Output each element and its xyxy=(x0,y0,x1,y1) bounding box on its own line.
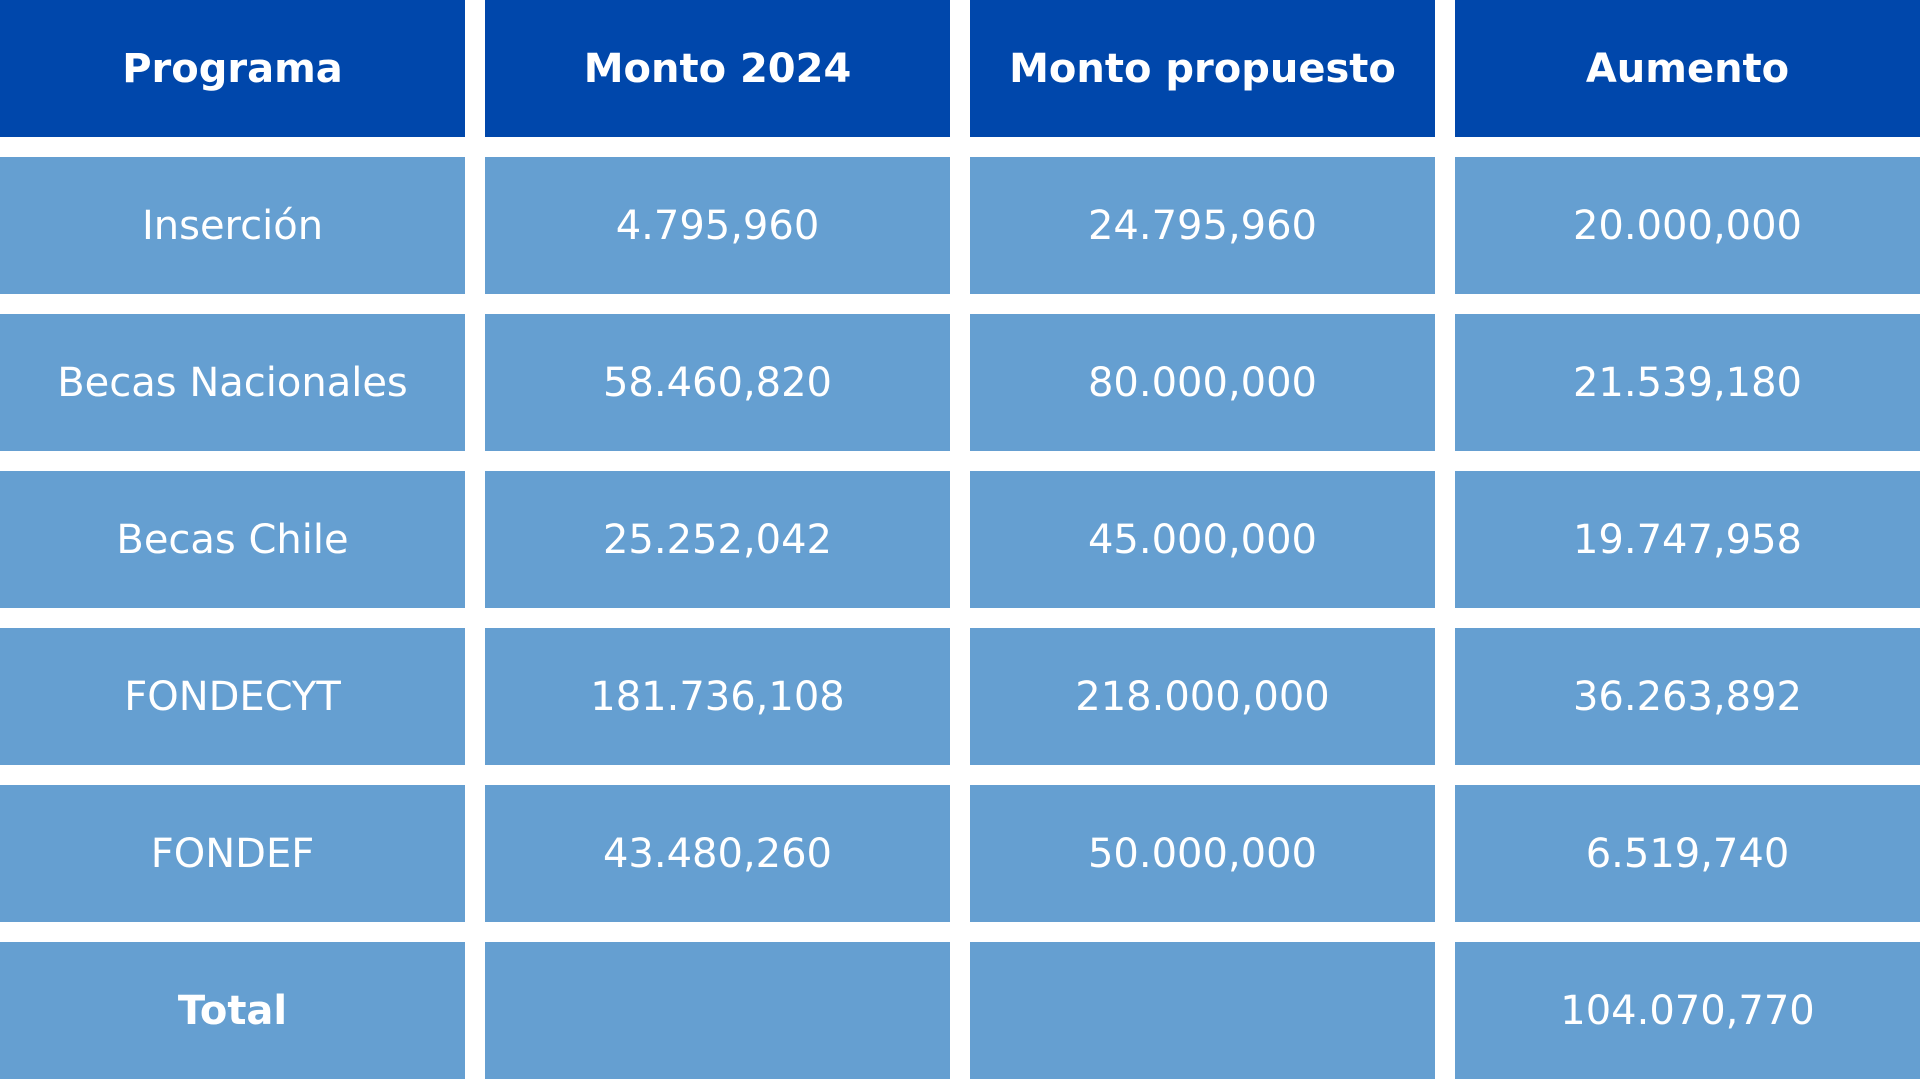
total-value-cell: 104.070,770 xyxy=(1455,942,1920,1079)
amount-cell: 21.539,180 xyxy=(1455,314,1920,451)
column-header: Programa xyxy=(0,0,465,137)
program-name-cell: Becas Nacionales xyxy=(0,314,465,451)
total-value-cell xyxy=(485,942,950,1079)
amount-cell: 50.000,000 xyxy=(970,785,1435,922)
program-name-cell: Inserción xyxy=(0,157,465,294)
amount-cell: 45.000,000 xyxy=(970,471,1435,608)
total-label: Total xyxy=(0,942,465,1079)
amount-cell: 25.252,042 xyxy=(485,471,950,608)
program-name-cell: FONDEF xyxy=(0,785,465,922)
amount-cell: 6.519,740 xyxy=(1455,785,1920,922)
amount-cell: 58.460,820 xyxy=(485,314,950,451)
column-header: Monto 2024 xyxy=(485,0,950,137)
amount-cell: 4.795,960 xyxy=(485,157,950,294)
amount-cell: 80.000,000 xyxy=(970,314,1435,451)
amount-cell: 19.747,958 xyxy=(1455,471,1920,608)
column-header: Monto propuesto xyxy=(970,0,1435,137)
program-name-cell: FONDECYT xyxy=(0,628,465,765)
amount-cell: 43.480,260 xyxy=(485,785,950,922)
amount-cell: 36.263,892 xyxy=(1455,628,1920,765)
amount-cell: 24.795,960 xyxy=(970,157,1435,294)
amount-cell: 20.000,000 xyxy=(1455,157,1920,294)
total-value-cell xyxy=(970,942,1435,1079)
amount-cell: 181.736,108 xyxy=(485,628,950,765)
amount-cell: 218.000,000 xyxy=(970,628,1435,765)
column-header: Aumento xyxy=(1455,0,1920,137)
program-name-cell: Becas Chile xyxy=(0,471,465,608)
